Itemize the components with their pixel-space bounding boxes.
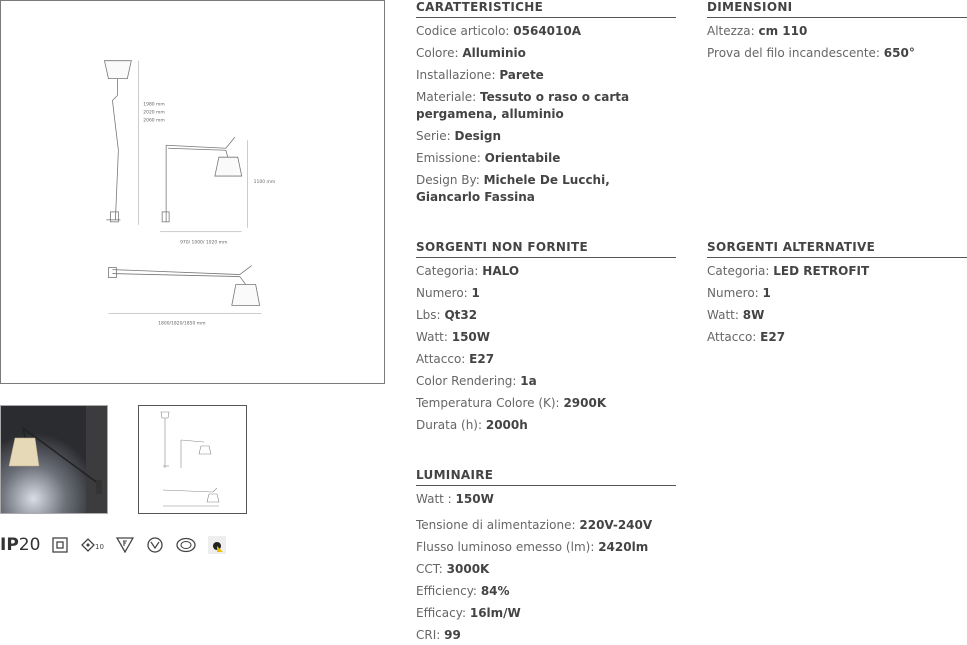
- spec-value: Tessuto o raso o carta pergamena, alluminio: [416, 90, 630, 121]
- spec-value: 150W: [451, 330, 491, 344]
- spec-label: Colore:: [416, 46, 459, 60]
- dim-height-3: 2060 mm: [143, 118, 165, 124]
- spec-label: CRI:: [416, 628, 441, 642]
- ccc-icon: [176, 537, 196, 553]
- spec-label: Flusso luminoso emesso (lm):: [416, 540, 595, 554]
- f-mark-icon: [116, 537, 134, 553]
- spec-value: Orientabile: [484, 151, 561, 165]
- section-title: SORGENTI ALTERNATIVE: [707, 240, 967, 258]
- spec-row: [416, 128, 676, 145]
- lamp-drawing-thumb: [139, 406, 247, 514]
- spec-label: Emissione:: [416, 151, 481, 165]
- spec-label: Watt:: [416, 330, 448, 344]
- spec-label: Color Rendering:: [416, 374, 517, 388]
- lamp-photo: [1, 406, 108, 514]
- spec-label: Lbs:: [416, 308, 441, 322]
- spec-value: 2000h: [485, 418, 528, 432]
- spec-label: Durata (h):: [416, 418, 483, 432]
- spec-value: 3000K: [446, 562, 490, 576]
- spec-label: Categoria:: [416, 264, 479, 278]
- spec-row: [416, 561, 676, 578]
- section-dimensioni: [707, 0, 967, 62]
- spec-label: Efficiency:: [416, 584, 477, 598]
- spec-value: 150W: [455, 492, 494, 506]
- spec-value: Qt32: [444, 308, 478, 322]
- spec-row: [416, 285, 676, 302]
- section-title: LUMINAIRE: [416, 468, 676, 486]
- spec-row: [707, 45, 967, 62]
- section-title: SORGENTI NON FORNITE: [416, 240, 676, 258]
- spec-value: LED RETROFIT: [773, 264, 870, 278]
- thumbnail-photo[interactable]: [0, 405, 108, 514]
- spec-row: [416, 329, 676, 346]
- spec-value: 1: [471, 286, 480, 300]
- spec-value: Design: [454, 129, 502, 143]
- spec-value: 1: [762, 286, 771, 300]
- section-caratteristiche: [416, 0, 676, 206]
- spec-row: [416, 517, 676, 534]
- spec-label: Numero:: [416, 286, 468, 300]
- spec-label: Codice articolo:: [416, 24, 510, 38]
- section-luminaire: [416, 468, 676, 644]
- spec-row: [416, 307, 676, 324]
- spec-label: Temperatura Colore (K):: [416, 396, 560, 410]
- spec-row: [416, 351, 676, 368]
- spec-value: cm 110: [758, 24, 808, 38]
- spec-label: CCT:: [416, 562, 443, 576]
- dim-mid-width: 970/ 1000/ 1020 mm: [180, 240, 228, 246]
- spec-label: Watt:: [707, 308, 739, 322]
- spec-value: 8W: [742, 308, 765, 322]
- spec-label: Watt :: [416, 492, 452, 506]
- technical-drawing[interactable]: [0, 0, 385, 384]
- spec-value: Parete: [499, 68, 544, 82]
- svg-text:10: 10: [95, 543, 105, 551]
- spec-row: [416, 605, 676, 622]
- spec-value: 650°: [883, 46, 915, 60]
- spec-row: [416, 89, 676, 123]
- spec-label: Prova del filo incandescente:: [707, 46, 880, 60]
- section-sorgenti-non-fornite: [416, 240, 676, 434]
- eac-icon: [146, 537, 164, 553]
- spec-value: 16lm/W: [469, 606, 521, 620]
- spec-value: 2420lm: [598, 540, 649, 554]
- spec-value: 84%: [480, 584, 510, 598]
- spec-value: Michele De Lucchi, Giancarlo Fassina: [416, 173, 610, 204]
- dim-side-height: 1100 mm: [253, 180, 276, 186]
- section-title: DIMENSIONI: [707, 0, 967, 18]
- spec-value: 2900K: [563, 396, 607, 410]
- spec-row: [707, 23, 967, 40]
- spec-label: Numero:: [707, 286, 759, 300]
- spec-row: [416, 172, 676, 206]
- spec-label: Altezza:: [707, 24, 755, 38]
- spec-value: Alluminio: [462, 46, 526, 60]
- spec-value: HALO: [482, 264, 520, 278]
- ip-prefix: IP: [0, 535, 19, 555]
- spec-row: [416, 627, 676, 644]
- spec-label: Installazione:: [416, 68, 496, 82]
- spec-label: Categoria:: [707, 264, 770, 278]
- spec-row: [416, 23, 676, 40]
- spec-label: Tensione di alimentazione:: [416, 518, 576, 532]
- dim-height-2: 2020 mm: [143, 110, 165, 116]
- enec-icon: [80, 537, 104, 553]
- spec-row: [416, 45, 676, 62]
- spec-row: [416, 67, 676, 84]
- spec-row: [416, 583, 676, 600]
- spec-row: [416, 417, 676, 434]
- spec-row: [416, 395, 676, 412]
- section-sorgenti-alternative: [707, 240, 967, 346]
- double-insulation-icon: [52, 537, 68, 553]
- thumbnail-drawing[interactable]: [138, 405, 247, 514]
- ip-value: 20: [18, 535, 41, 555]
- spec-row: [416, 150, 676, 167]
- spec-row: [416, 263, 676, 280]
- spec-label: Serie:: [416, 129, 451, 143]
- spec-value: 1a: [520, 374, 537, 388]
- ip-rating: [0, 535, 40, 555]
- spec-row: [707, 307, 967, 324]
- spec-row: [707, 263, 967, 280]
- spec-value: E27: [469, 352, 495, 366]
- dim-bottom-width: 1800/1820/1850 mm: [158, 321, 206, 327]
- lamp-drawing-svg: [1, 1, 384, 383]
- spec-row: [416, 491, 676, 508]
- spec-value: E27: [760, 330, 786, 344]
- section-title: CARATTERISTICHE: [416, 0, 676, 18]
- spec-label: Design By:: [416, 173, 480, 187]
- spec-row: [707, 329, 967, 346]
- spec-label: Attacco:: [707, 330, 757, 344]
- spec-row: [416, 539, 676, 556]
- spec-row: [416, 373, 676, 390]
- spec-value: 220V-240V: [579, 518, 653, 532]
- spec-label: Materiale:: [416, 90, 477, 104]
- spec-label: Efficacy:: [416, 606, 467, 620]
- certification-row: [0, 533, 238, 557]
- spec-value: 99: [444, 628, 461, 642]
- dim-height-1: 1980 mm: [143, 102, 165, 108]
- spec-value: 0564010A: [513, 24, 582, 38]
- lamp-energy-icon: [208, 536, 226, 554]
- spec-row: [707, 285, 967, 302]
- spec-label: Attacco:: [416, 352, 466, 366]
